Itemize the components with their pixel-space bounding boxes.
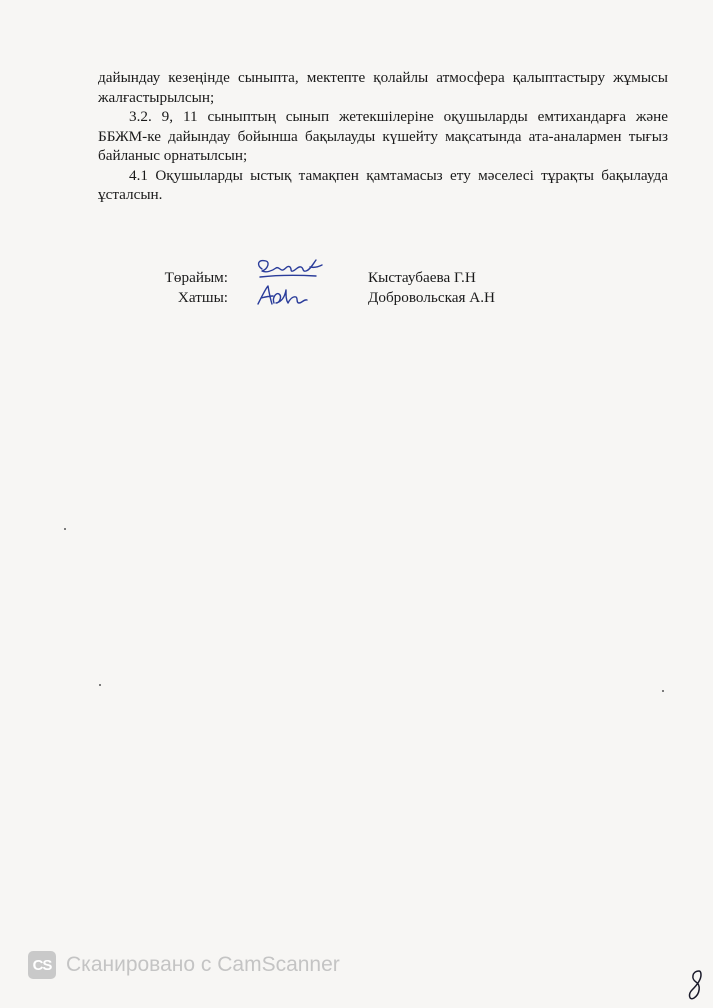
paragraph-4-1: 4.1 Оқушыларды ыстық тамақпен қамтамасыз ету мәселесі тұрақты бақылауда ұсталсын. (98, 166, 668, 203)
handwritten-page-number-icon (686, 968, 706, 1002)
secretary-role-label: Хатшы: (177, 289, 228, 306)
scan-speck (64, 528, 66, 530)
paragraph-3-2: 3.2. 9, 11 сыныптың сынып жетекшілеріне оқушыларды емтихандарға және ББЖМ-ке дайындау бойынша бақылауды күшейту мақсатында ата-аналармен тығыз байланыс орнатылсын; (98, 108, 668, 164)
camscanner-logo: CS (28, 951, 56, 979)
chair-signature-icon (252, 255, 324, 283)
paragraph-continuation: дайындау кезеңінде сыныпта, мектепте қолайлы атмосфера қалыптастыру жұмысы жалғастырылсын; (98, 69, 668, 106)
scan-speck (99, 684, 101, 686)
camscanner-text: Сканировано с CamScanner (66, 953, 340, 976)
scan-speck (662, 690, 664, 692)
chair-name: Кыстаубаева Г.Н (368, 269, 476, 286)
chair-role-label: Төрайым: (164, 269, 228, 286)
document-body (98, 68, 668, 205)
secretary-name: Добровольская А.Н (368, 289, 495, 306)
camscanner-watermark (28, 951, 340, 979)
secretary-signature-icon (252, 282, 316, 310)
